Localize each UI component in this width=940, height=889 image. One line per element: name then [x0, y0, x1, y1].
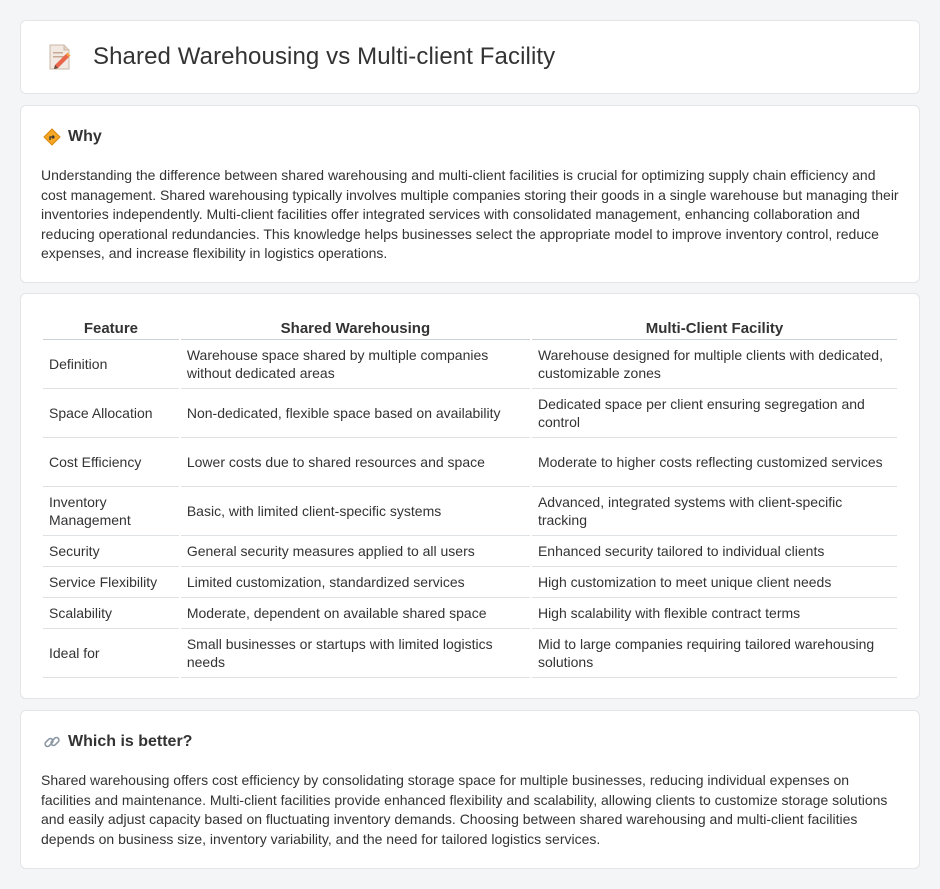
table-row	[43, 438, 897, 487]
feature-cell: Ideal for	[43, 629, 179, 678]
multi-client-cell: High customization to meet unique client needs	[532, 567, 897, 598]
table-row	[43, 598, 897, 629]
column-header-feature: Feature	[43, 316, 179, 340]
comparison-table	[41, 316, 899, 678]
table-header-row	[43, 316, 897, 340]
link-icon	[43, 733, 61, 751]
why-heading: Why	[68, 128, 102, 145]
why-section	[20, 105, 920, 283]
document-pencil-icon	[47, 43, 73, 71]
page-title: Shared Warehousing vs Multi-client Facility	[93, 43, 556, 70]
shared-cell: Limited customization, standardized services	[181, 567, 530, 598]
better-body: Shared warehousing offers cost efficiency by consolidating storage space for multiple businesses, reducing individual expenses on facilities and maintenance. Multi-client facilities provide enhanced flexibility and scalability, allowing clients to customize storage solutions and easily adjust capacity based on fluctuating inventory demands. Choosing between shared warehousing and multi-client facilities depends on business size, inventory variability, and the need for tailored logistics services.	[41, 772, 888, 847]
feature-cell: Service Flexibility	[43, 567, 179, 598]
feature-cell: Security	[43, 536, 179, 567]
better-heading: Which is better?	[68, 733, 193, 750]
column-header-multi-client-facility: Multi-Client Facility	[532, 316, 897, 340]
multi-client-cell: Moderate to higher costs reflecting customized services	[532, 438, 897, 487]
multi-client-cell: Mid to large companies requiring tailored warehousing solutions	[532, 629, 897, 678]
shared-cell: Lower costs due to shared resources and space	[181, 438, 530, 487]
table-row	[43, 389, 897, 438]
column-header-shared-warehousing: Shared Warehousing	[181, 316, 530, 340]
multi-client-cell: Dedicated space per client ensuring segregation and control	[532, 389, 897, 438]
which-is-better-section	[20, 710, 920, 869]
table-row	[43, 536, 897, 567]
header-card	[20, 20, 920, 94]
feature-cell: Cost Efficiency	[43, 438, 179, 487]
road-sign-icon	[43, 128, 61, 146]
why-body: Understanding the difference between shared warehousing and multi-client facilities is crucial for optimizing supply chain efficiency and cost management. Shared warehousing typically involves multiple companies storing their goods in a single warehouse but managing their inventories independently. Multi-client facilities offer integrated services with consolidated management, enhancing collaboration and reducing operational redundancies. This knowledge helps businesses select the appropriate model to improve inventory control, reduce expenses, and increase flexibility in logistics operations.	[41, 167, 899, 262]
shared-cell: Warehouse space shared by multiple companies without dedicated areas	[181, 340, 530, 389]
table-row	[43, 340, 897, 389]
shared-cell: Moderate, dependent on available shared space	[181, 598, 530, 629]
feature-cell: Definition	[43, 340, 179, 389]
multi-client-cell: Advanced, integrated systems with client-specific tracking	[532, 487, 897, 536]
table-row	[43, 567, 897, 598]
shared-cell: General security measures applied to all users	[181, 536, 530, 567]
multi-client-cell: Warehouse designed for multiple clients with dedicated, customizable zones	[532, 340, 897, 389]
shared-cell: Small businesses or startups with limited logistics needs	[181, 629, 530, 678]
multi-client-cell: Enhanced security tailored to individual clients	[532, 536, 897, 567]
shared-cell: Non-dedicated, flexible space based on availability	[181, 389, 530, 438]
feature-cell: Space Allocation	[43, 389, 179, 438]
feature-cell: Scalability	[43, 598, 179, 629]
feature-cell: Inventory Management	[43, 487, 179, 536]
table-row	[43, 487, 897, 536]
shared-cell: Basic, with limited client-specific systems	[181, 487, 530, 536]
comparison-table-card	[20, 293, 920, 699]
multi-client-cell: High scalability with flexible contract terms	[532, 598, 897, 629]
table-row	[43, 629, 897, 678]
